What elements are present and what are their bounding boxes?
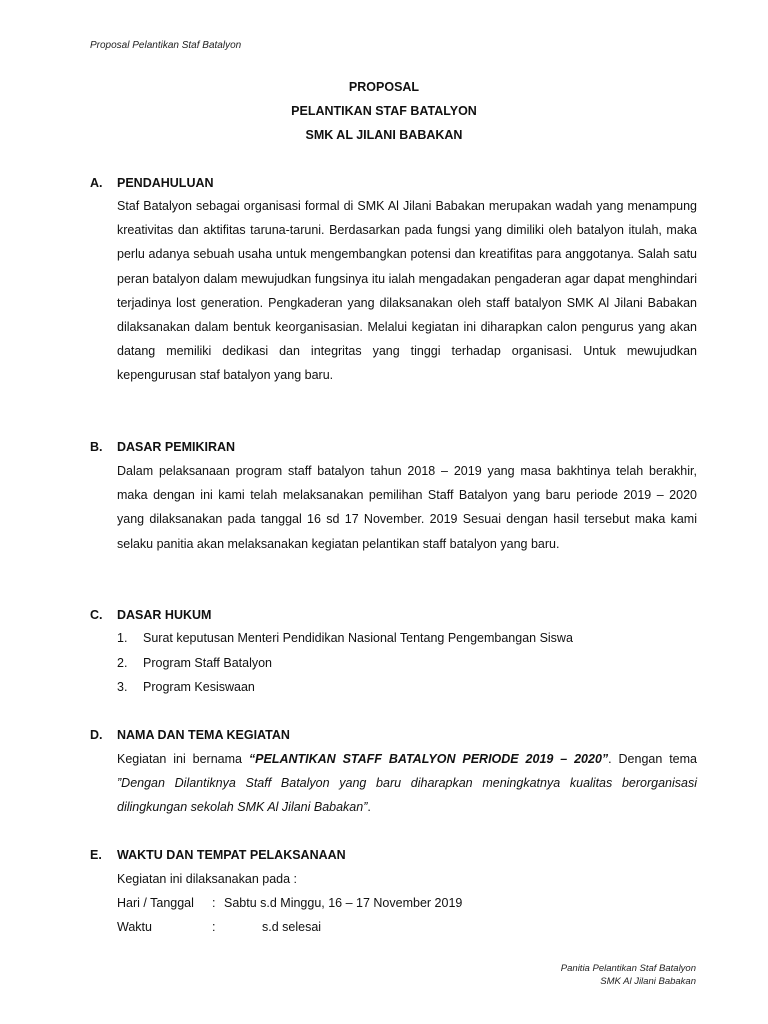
section-b-title: DASAR PEMIKIRAN bbox=[117, 440, 236, 454]
section-b-body: Dalam pelaksanaan program staff batalyon tahun 2018 – 2019 yang masa bakhtinya telah berakhir, maka dengan ini kami telah melaksanakan pemilihan Staff Batalyon yang baru periode 2019 – 2020 yang dilaksanakan pada tanggal 16 sd 17 November. 2019 Sesuai dengan hasil tersebut maka kami selaku panitia akan melaksanakan kegiatan pelantikan staff batalyon yang baru. bbox=[117, 464, 697, 551]
section-d-intro: Kegiatan ini bernama bbox=[117, 752, 249, 766]
section-a-title: PENDAHULUAN bbox=[117, 176, 214, 190]
doc-title-school: SMK AL JILANI BABAKAN bbox=[305, 128, 463, 142]
time-value: s.d selesai bbox=[262, 920, 322, 934]
section-a-heading bbox=[90, 176, 214, 190]
list-item bbox=[117, 656, 272, 670]
list-item-text: Surat keputusan Menteri Pendidikan Nasional Tentang Pengembangan Siswa bbox=[143, 631, 573, 645]
doc-title-event: PELANTIKAN STAF BATALYON bbox=[291, 104, 477, 118]
date-value: Sabtu s.d Minggu, 16 – 17 November 2019 bbox=[224, 896, 463, 910]
footer bbox=[561, 962, 696, 988]
schedule-time-row bbox=[117, 920, 321, 934]
section-a-body: Staf Batalyon sebagai organisasi formal di SMK Al Jilani Babakan merupakan wadah yang menampung kreativitas dan aktifitas taruna-taruni. Berdasarkan pada fungsi yang dimiliki oleh batalyon itulah, maka perlu adanya sebuah usaha untuk mengembangkan potensi dan kreatifitas para anggotanya. Salah satu peran batalyon dalam mewujudkan fungsinya itu ialah mengadakan pengaderan agar dapat menghindari terjadinya lost generation. Pengkaderan yang dilaksanakan oleh staff batalyon SMK Al Jilani Babakan dilaksanakan dalam bentuk keorganisasian. Melalui kegiatan ini diharapkan calon pengurus yang akan datang memiliki dedikasi dan integritas yang tinggi terhadap organisasi. Untuk mewujudkan kepengurusan staf batalyon yang baru. bbox=[117, 199, 697, 383]
section-b-heading bbox=[90, 440, 235, 454]
list-item-number: 1. bbox=[117, 631, 128, 645]
list-item-number: 2. bbox=[117, 656, 128, 670]
footer-school: SMK Al Jilani Babakan bbox=[600, 976, 696, 987]
running-header: Proposal Pelantikan Staf Batalyon bbox=[90, 40, 242, 51]
section-e-intro: Kegiatan ini dilaksanakan pada : bbox=[117, 872, 297, 886]
section-d-title: NAMA DAN TEMA KEGIATAN bbox=[117, 728, 290, 742]
event-theme: ”Dengan Dilantiknya Staff Batalyon yang baru diharapkan meningkatnya kualitas berorganisasi dilingkungan sekolah SMK Al Jilani Babakan” bbox=[117, 776, 697, 815]
section-e-title: WAKTU DAN TEMPAT PELAKSANAAN bbox=[117, 848, 346, 862]
time-label: Waktu bbox=[117, 920, 152, 934]
section-e-heading bbox=[90, 848, 346, 862]
list-item bbox=[117, 680, 255, 694]
time-colon: : bbox=[212, 920, 216, 934]
section-d-letter: D. bbox=[90, 728, 103, 742]
section-e-letter: E. bbox=[90, 848, 102, 862]
section-c-heading bbox=[90, 608, 211, 622]
schedule-date-row bbox=[117, 896, 462, 910]
list-item-text: Program Staff Batalyon bbox=[143, 656, 273, 670]
section-c-letter: C. bbox=[90, 608, 103, 622]
footer-committee: Panitia Pelantikan Staf Batalyon bbox=[560, 963, 696, 974]
date-label: Hari / Tanggal bbox=[117, 896, 194, 910]
date-colon: : bbox=[212, 896, 216, 910]
section-d-theme-end: . bbox=[367, 800, 371, 815]
section-a-letter: A. bbox=[90, 176, 103, 190]
list-item bbox=[117, 631, 573, 645]
section-d-body bbox=[117, 747, 697, 820]
doc-title-proposal: PROPOSAL bbox=[348, 80, 420, 94]
section-c-title: DASAR HUKUM bbox=[117, 608, 212, 622]
list-item-number: 3. bbox=[117, 680, 128, 694]
section-d-theme-lead: . Dengan tema bbox=[608, 752, 697, 766]
event-name: “PELANTIKAN STAFF BATALYON PERIODE 2019 – 2020” bbox=[248, 752, 609, 766]
section-d-heading bbox=[90, 728, 290, 742]
section-b-letter: B. bbox=[90, 440, 103, 454]
list-item-text: Program Kesiswaan bbox=[143, 680, 255, 694]
